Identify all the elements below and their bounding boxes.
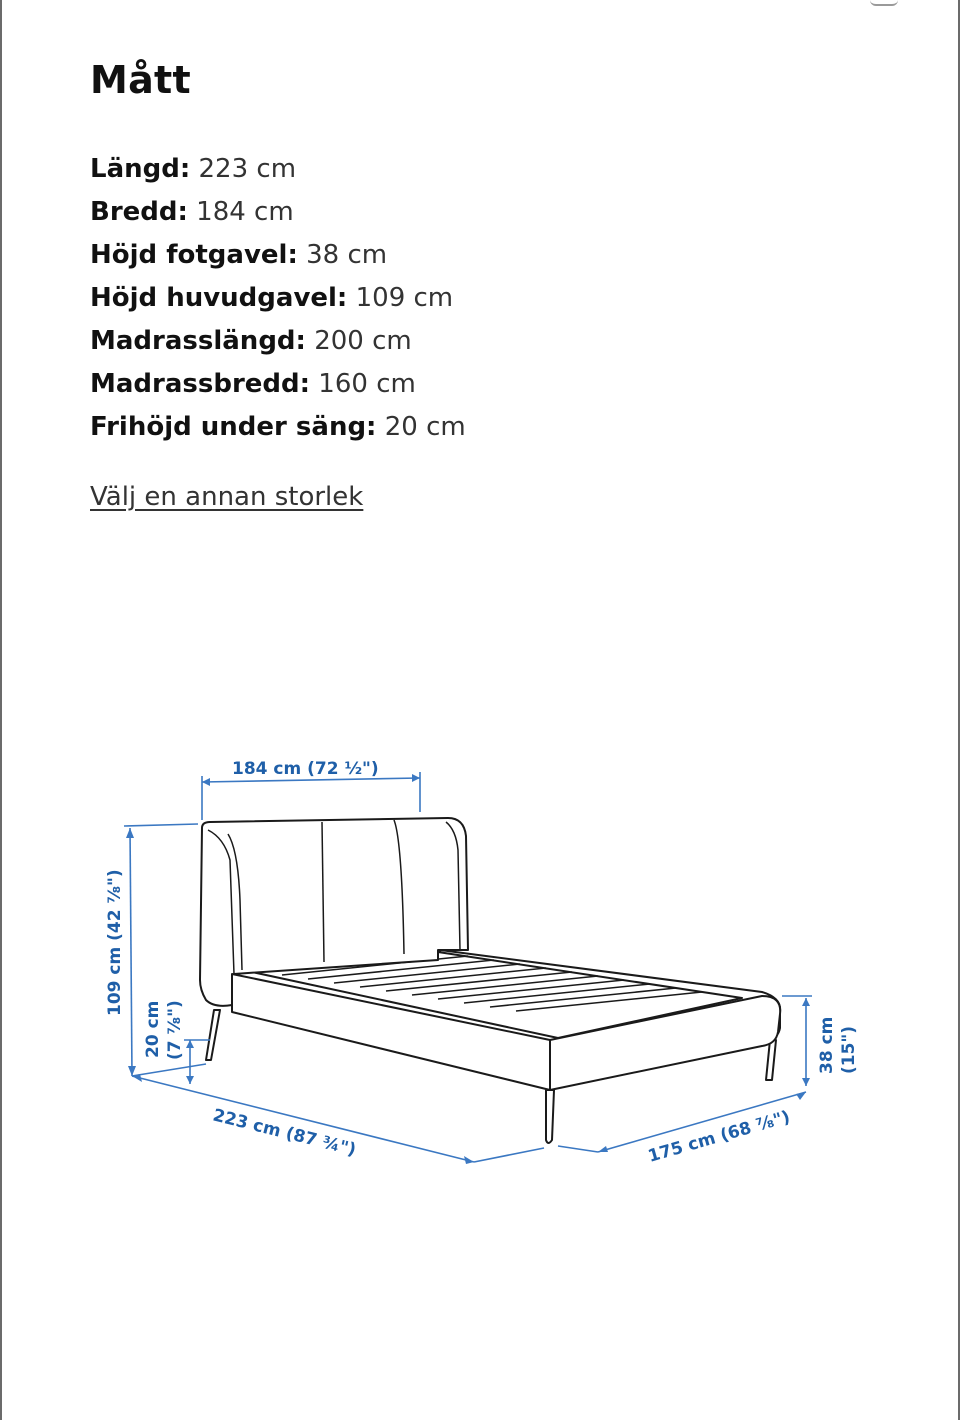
spec-label: Längd:: [90, 154, 191, 184]
arrow-icon: [412, 774, 420, 782]
length-extension-left: [132, 1064, 206, 1076]
spec-label: Höjd fotgavel:: [90, 240, 298, 270]
spec-value: 223 cm: [190, 154, 297, 184]
clearance-label-cm: 20 cm: [143, 1000, 163, 1058]
arrow-icon: [464, 1156, 474, 1164]
arrow-icon: [796, 1092, 806, 1100]
spec-value: 200 cm: [305, 326, 412, 356]
section-title: Mått: [90, 58, 191, 102]
arrow-icon: [598, 1146, 608, 1152]
headboard-extension-top: [124, 824, 198, 826]
spec-label: Madrasslängd:: [90, 326, 306, 356]
footboard-label-cm: 38 cm: [817, 1016, 837, 1074]
bed-leg-back-left: [206, 1010, 220, 1060]
arrow-icon: [186, 1040, 194, 1048]
choose-other-size-link[interactable]: Välj en annan storlek: [90, 482, 364, 512]
clearance-label-in: (7 ⅞"): [165, 1000, 185, 1060]
bed-leg-front-left: [546, 1090, 554, 1143]
spec-value: 38 cm: [297, 240, 388, 270]
spec-label: Frihöjd under säng:: [90, 412, 377, 442]
foot-width-extension-left: [558, 1146, 598, 1152]
headboard-height-line: [130, 828, 132, 1076]
spec-value: 184 cm: [187, 197, 294, 227]
spec-value: 109 cm: [347, 283, 454, 313]
length-extension-right: [474, 1148, 544, 1162]
headboard-height-label: 109 cm (42 ⅞"): [105, 869, 125, 1016]
bed-illustration: [200, 818, 780, 1143]
footboard-label-in: (15"): [839, 1025, 859, 1074]
arrow-icon: [802, 1078, 810, 1086]
arrow-icon: [126, 828, 134, 838]
arrow-icon: [128, 1066, 136, 1076]
foot-width-label: 175 cm (68 ⅞"): [645, 1107, 793, 1167]
bed-dimension-diagram: [2, 0, 958, 1420]
spec-label: Bredd:: [90, 197, 188, 227]
spec-label: Madrassbredd:: [90, 369, 311, 399]
arrow-icon: [186, 1076, 194, 1084]
spec-label: Höjd huvudgavel:: [90, 283, 348, 313]
width-label: 184 cm (72 ½"): [232, 759, 379, 779]
length-label: 223 cm (87 ¾"): [210, 1105, 358, 1161]
length-dimension-line: [132, 1076, 474, 1162]
arrow-icon: [202, 778, 210, 786]
arrow-icon: [802, 998, 810, 1006]
bed-leg-back-right: [766, 1040, 776, 1080]
spec-value: 160 cm: [310, 369, 416, 399]
spec-value: 20 cm: [376, 412, 466, 442]
